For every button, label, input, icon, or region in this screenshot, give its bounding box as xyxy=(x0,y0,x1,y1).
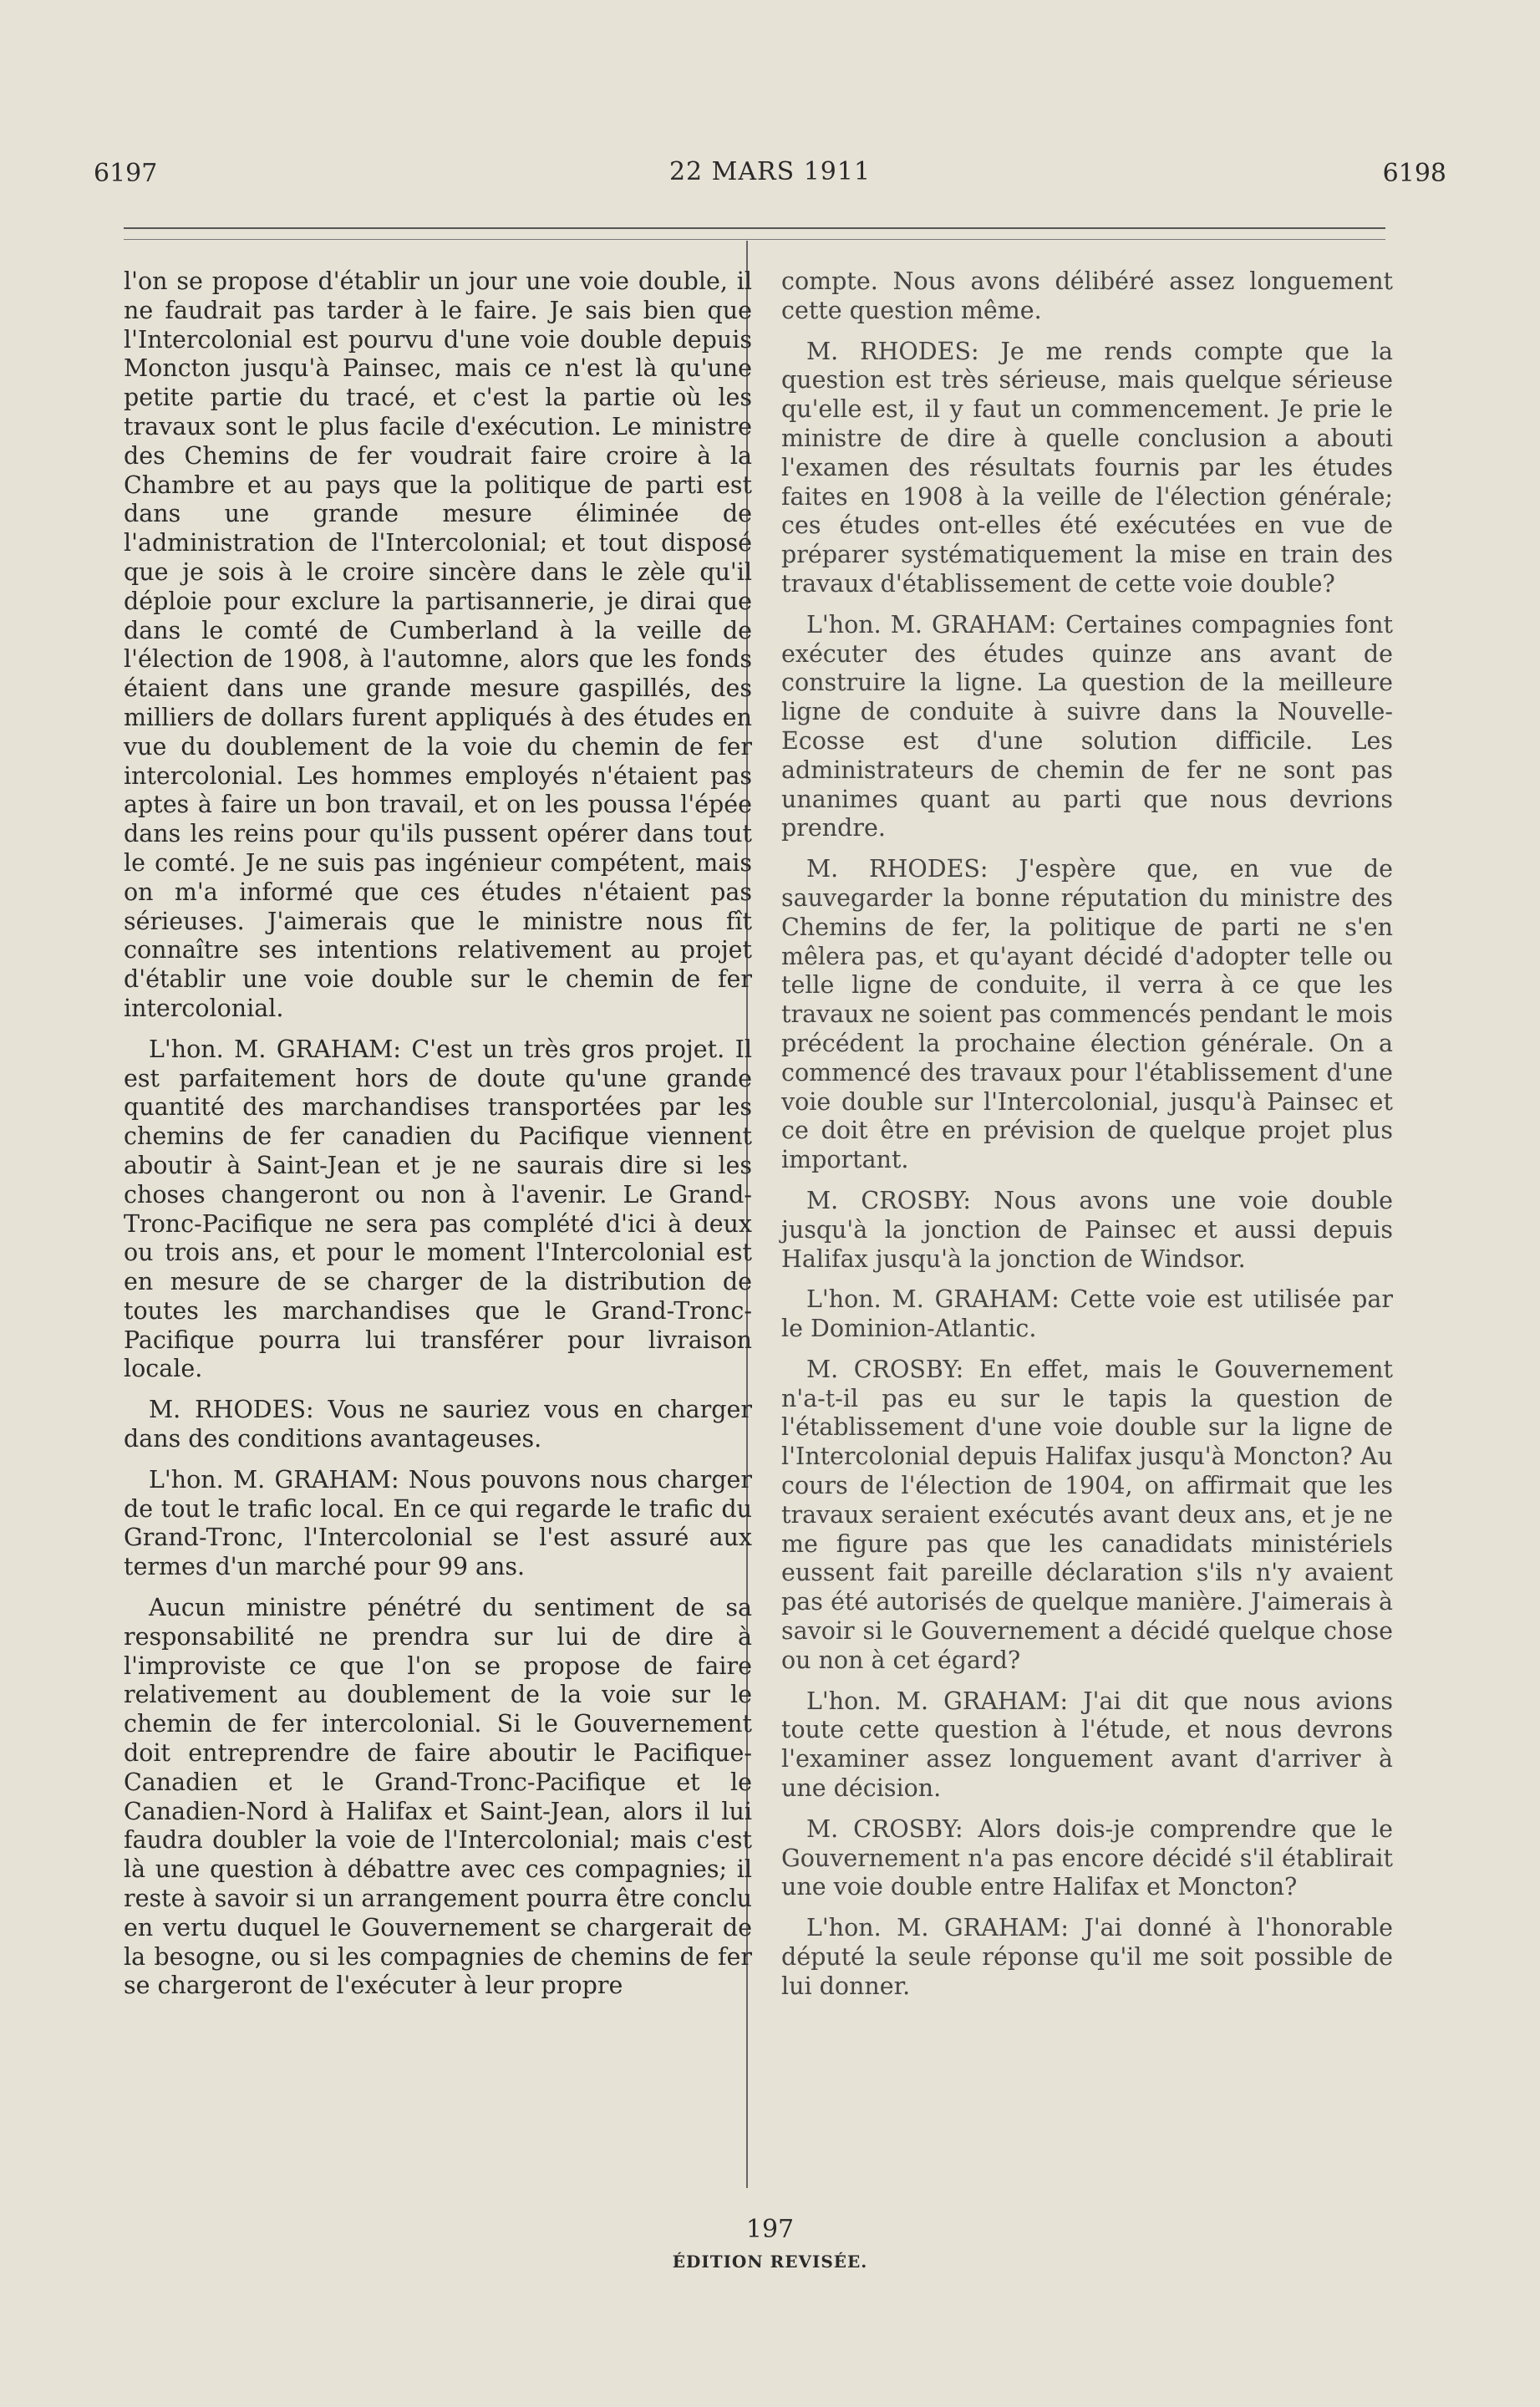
header-date: 22 MARS 1911 xyxy=(668,157,872,186)
paragraph: L'hon. M. GRAHAM: C'est un très gros projet. Il est parfaitement hors de doute qu'une grande quantité des marchandises transportées par les chemins de fer canadien du Pacifique viennent aboutir à Saint-Jean et je ne saurais dire si les choses changeront ou non à l'avenir. Le Grand-Tronc-Pacifique ne sera pas complété d'ici à deux ou trois ans, et pour le moment l'Intercolonial est en mesure de se charger de la distribution de toutes les marchandises que le Grand-Tronc-Pacifique pourra lui transférer pour livraison locale. xyxy=(124,1035,752,1383)
paragraph: M. RHODES: Je me rends compte que la question est très sérieuse, mais quelque sérieuse qu'elle est, il y faut un commencement. Je prie le ministre de dire à quelle conclusion a abouti l'examen des résultats fournis par les études faites en 1908 à la veille de l'élection générale; ces études ont-elles été exécutées en vue de préparer systématiquement la mise en train des travaux d'établissement de cette voie double? xyxy=(781,337,1393,598)
paragraph: l'on se propose d'établir un jour une voie double, il ne faudrait pas tarder à le faire. Je sais bien que l'Intercolonial est pourvu d'une voie double depuis Moncton jusqu'à Painsec, mais ce n'est là qu'une petite partie du tracé, et c'est la partie où les travaux sont le plus facile d'exécution. Le ministre des Chemins de fer voudrait faire croire à la Chambre et au pays que la politique de parti est dans une grande mesure éliminée de l'administration de l'Intercolonial; et tout disposé que je sois à le croire sincère dans le zèle qu'il déploie pour exclure la partisannerie, je dirai que dans le comté de Cumberland à la veille de l'élection de 1908, à l'automne, alors que les fonds étaient dans une grande mesure gaspillés, des milliers de dollars furent appliqués à des études en vue du doublement de la voie du chemin de fer intercolonial. Les hommes employés n'étaient pas aptes à faire un bon travail, et on les poussa l'épée dans les reins pour qu'ils pussent opérer dans tout le comté. Je ne suis pas ingénieur compétent, mais on m'a informé que ces études n'étaient pas sérieuses. J'aimerais que le ministre nous fît connaître ses intentions relativement au projet d'établir une voie double sur le chemin de fer intercolonial. xyxy=(124,267,752,1022)
page-header xyxy=(0,149,1540,199)
footer-edition: ÉDITION REVISÉE. xyxy=(672,2252,868,2272)
paragraph: M. RHODES: J'espère que, en vue de sauvegarder la bonne réputation du ministre des Chemins de fer, la politique de parti ne s'en mêlera pas, et qu'ayant décidé d'adopter telle ou telle ligne de conduite, il verra à ce que les travaux ne soient pas commencés pendant le mois précédent la prochaine élection générale. On a commencé des travaux pour l'établissement d'une voie double sur l'Intercolonial, jusqu'à Painsec et ce doit être en prévision de quelque projet plus important. xyxy=(781,855,1393,1174)
header-rule-secondary xyxy=(124,239,1385,240)
paragraph: M. CROSBY: Alors dois-je comprendre que le Gouvernement n'a pas encore décidé s'il établirait une voie double entre Halifax et Moncton? xyxy=(781,1814,1393,1901)
page-number-left: 6197 xyxy=(94,159,158,188)
paragraph: L'hon. M. GRAHAM: J'ai donné à l'honorable député la seule réponse qu'il me soit possible de lui donner. xyxy=(781,1914,1393,2000)
paragraph: L'hon. M. GRAHAM: J'ai dit que nous avions toute cette question à l'étude, et nous devrons l'examiner assez longuement avant d'arriver à une décision. xyxy=(781,1687,1393,1803)
paragraph: M. RHODES: Vous ne sauriez vous en charger dans des conditions avantageuses. xyxy=(124,1396,752,1453)
paragraph: L'hon. M. GRAHAM: Certaines compagnies font exécuter des études quinze ans avant de construire la ligne. La question de la meilleure ligne de conduite à suivre dans la Nouvelle-Ecosse est d'une solution difficile. Les administrateurs de chemin de fer ne sont pas unanimes quant au parti que nous devrions prendre. xyxy=(781,610,1393,842)
paragraph: Aucun ministre pénétré du sentiment de sa responsabilité ne prendra sur lui de dire à l'improviste ce que l'on se propose de faire relativement au doublement de la voie sur le chemin de fer intercolonial. Si le Gouvernement doit entreprendre de faire aboutir le Pacifique-Canadien et le Grand-Tronc-Pacifique et le Canadien-Nord à Halifax et Saint-Jean, alors il lui faudra doubler la voie de l'Intercolonial; mais c'est là une question à débattre avec ces compagnies; il reste à savoir si un arrangement pourra être conclu en vertu duquel le Gouvernement se chargerait de la besogne, ou si les compagnies de chemins de fer se chargeront de l'exécuter à leur propre xyxy=(124,1594,752,2000)
paragraph: M. CROSBY: En effet, mais le Gouvernement n'a-t-il pas eu sur le tapis la question de l'établissement d'une voie double sur la ligne de l'Intercolonial depuis Halifax jusqu'à Moncton? Au cours de l'élection de 1904, on affirmait que les travaux seraient exécutés avant deux ans, et je ne me figure pas que les canadidats ministériels eussent fait pareille déclaration s'ils n'y avaient pas été autorisés de quelque manière. J'aimerais à savoir si le Gouvernement a décidé quelque chose ou non à cet égard? xyxy=(781,1355,1393,1674)
paragraph: M. CROSBY: Nous avons une voie double jusqu'à la jonction de Painsec et aussi depuis Halifax jusqu'à la jonction de Windsor. xyxy=(781,1186,1393,1273)
left-column xyxy=(124,267,752,2013)
header-rule xyxy=(124,227,1385,229)
right-column xyxy=(781,267,1393,2013)
footer-page-number: 197 xyxy=(745,2215,795,2244)
paragraph: L'hon. M. GRAHAM: Cette voie est utilisée par le Dominion-Atlantic. xyxy=(781,1285,1393,1343)
page-number-right: 6198 xyxy=(1382,159,1446,188)
paragraph: compte. Nous avons délibéré assez longuement cette question même. xyxy=(781,267,1393,324)
paragraph: L'hon. M. GRAHAM: Nous pouvons nous charger de tout le trafic local. En ce qui regarde le trafic du Grand-Tronc, l'Intercolonial se l'est assuré aux termes d'un marché pour 99 ans. xyxy=(124,1465,752,1581)
